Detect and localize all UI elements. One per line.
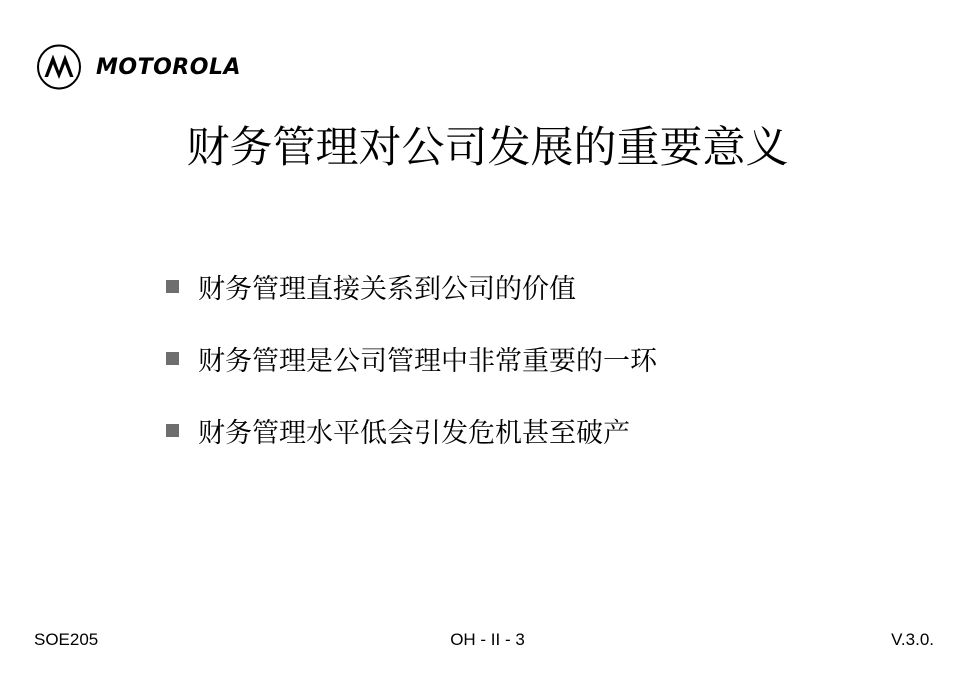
motorola-batwing-icon [36, 44, 82, 90]
slide-title: 财务管理对公司发展的重要意义 [186, 123, 789, 173]
square-bullet-icon [166, 280, 179, 293]
square-bullet-icon [166, 424, 179, 437]
footer-version: V.3.0. [891, 630, 934, 649]
motorola-logo [36, 44, 241, 90]
bullet-item [166, 408, 657, 452]
motorola-wordmark: MOTOROLA [96, 54, 241, 80]
footer-course-code: SOE205 [34, 630, 99, 649]
square-bullet-icon [166, 352, 179, 365]
bullet-item [166, 264, 657, 308]
footer-page-number: OH - II - 3 [450, 630, 525, 649]
bullet-list [166, 264, 657, 480]
bullet-text: 财务管理是公司管理中非常重要的一环 [198, 345, 657, 377]
bullet-item [166, 336, 657, 380]
bullet-text: 财务管理水平低会引发危机甚至破产 [198, 417, 630, 449]
bullet-text: 财务管理直接关系到公司的价值 [198, 273, 576, 305]
